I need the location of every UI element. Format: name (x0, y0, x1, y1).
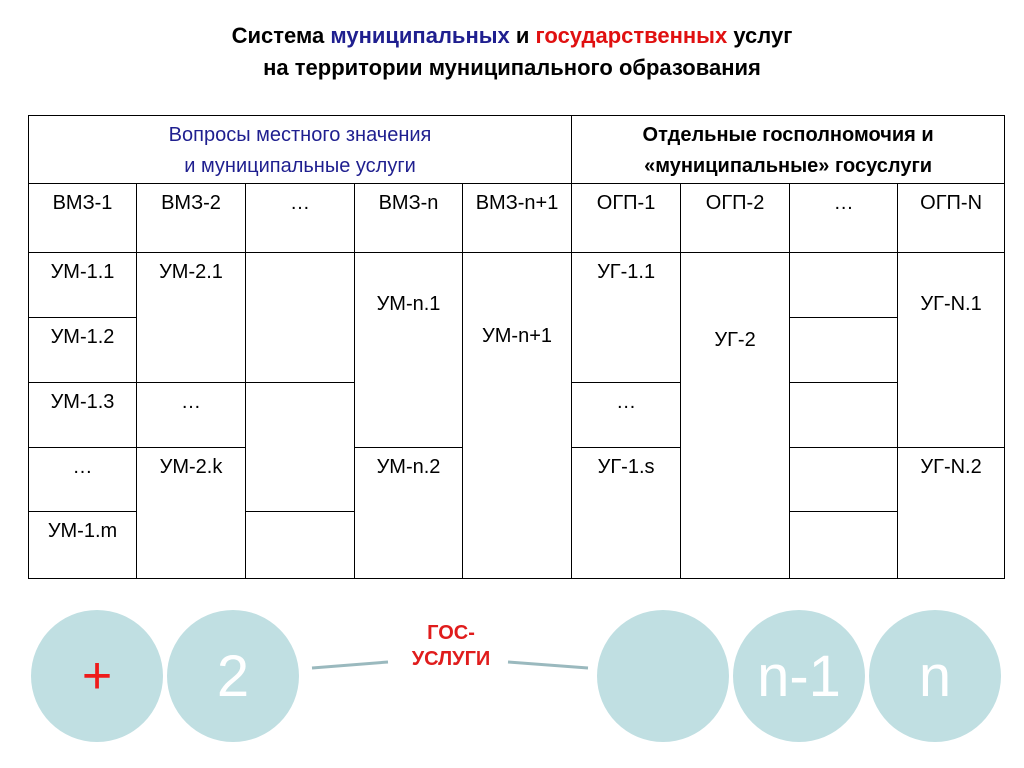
col-header: ВМЗ-2 (137, 183, 246, 253)
title-word-system: Система (231, 23, 325, 48)
table-cell (790, 512, 898, 579)
table-row (29, 253, 1005, 318)
cell-text: УМ-n.1 (376, 293, 441, 316)
table-cell: УГ-1.s (572, 447, 681, 578)
col-header: ВМЗ-n+1 (463, 183, 572, 253)
table-cell (681, 253, 790, 579)
title-line-2: на территории муниципального образования (263, 55, 761, 80)
col-header: ВМЗ-n (355, 183, 463, 253)
blank-circle (597, 610, 729, 742)
header-right-line-2: «муниципальные» госуслуги (644, 155, 933, 177)
left-connector-line (300, 650, 400, 680)
table-cell: УМ-1.1 (29, 253, 137, 318)
table-cell: УГ-1.1 (572, 253, 681, 382)
n-circle: n (869, 610, 1001, 742)
title-word-and: и (515, 23, 530, 48)
table-cell: УМ-n.2 (355, 447, 463, 578)
table-cell: УМ-2.1 (137, 253, 246, 382)
right-connector-line (500, 650, 600, 680)
col-header: ОГП-2 (681, 183, 790, 253)
cell-text: УГ-2 (714, 329, 756, 352)
table-cell (463, 253, 572, 579)
col-header: ОГП-N (898, 183, 1005, 253)
table-cell: УМ-1.2 (29, 318, 137, 383)
table-cell (790, 447, 898, 512)
table-cell: … (29, 447, 137, 512)
number-2-circle: 2 (167, 610, 299, 742)
title-word-municipal: муниципальных (330, 23, 510, 48)
col-header: … (246, 183, 355, 253)
col-header: ВМЗ-1 (29, 183, 137, 253)
table-cell (246, 512, 355, 579)
n-minus-1-circle: n-1 (733, 610, 865, 742)
header-left-line-2: и муниципальные услуги (184, 155, 416, 177)
table-cell: УМ-1.3 (29, 382, 137, 447)
cell-text: УГ-N.1 (920, 293, 982, 316)
header-left-line-1: Вопросы местного значения (168, 124, 432, 146)
title-line-1 (0, 20, 1024, 52)
plus-circle: + (31, 610, 163, 742)
table-cell (790, 318, 898, 383)
header-right-line-1: Отдельные госполномочия и (642, 124, 934, 146)
table-cell: УМ-2.k (137, 447, 246, 578)
header-local-issues (29, 116, 572, 184)
header-state-powers (572, 116, 1005, 184)
title-word-services: услуг (733, 23, 793, 48)
table-cell: … (572, 382, 681, 447)
table-cell: … (137, 382, 246, 447)
table-cell (355, 253, 463, 447)
col-header: ОГП-1 (572, 183, 681, 253)
cell-text: УМ-n+1 (482, 325, 552, 348)
table-cell (246, 382, 355, 511)
gosuslugi-label: ГОС-УСЛУГИ (411, 622, 491, 670)
title-word-state: государственных (535, 23, 728, 48)
col-header: … (790, 183, 898, 253)
table-cell (246, 253, 355, 382)
table-cell (790, 382, 898, 447)
table-column-headers (29, 183, 1005, 253)
table-cell (898, 253, 1005, 447)
services-table (28, 115, 1005, 579)
table-cell: УГ-N.2 (898, 447, 1005, 578)
table-header-row (29, 116, 1005, 184)
table-cell (790, 253, 898, 318)
table-cell: УМ-1.m (29, 512, 137, 579)
slide-title (0, 20, 1024, 84)
